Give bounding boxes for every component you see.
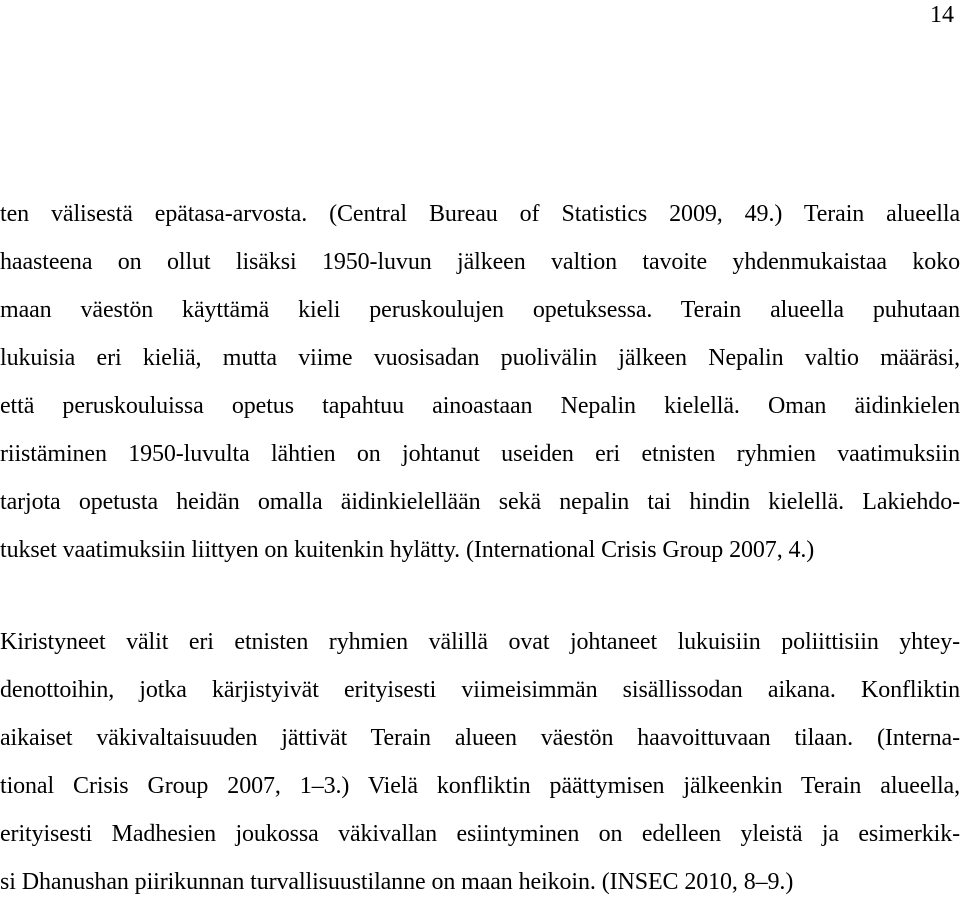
paragraph-2 [0, 618, 960, 906]
text-line: että peruskouluissa opetus tapahtuu ainoastaan Nepalin kielellä. Oman äidinkielen [0, 393, 960, 419]
text-line: Kiristyneet välit eri etnisten ryhmien välillä ovat johtaneet lukuisiin poliittisiin yhtey- [0, 629, 960, 655]
text-line: si Dhanushan piirikunnan turvallisuustilanne on maan heikoin. (INSEC 2010, 8–9.) [0, 869, 794, 895]
text-line: tional Crisis Group 2007, 1–3.) Vielä konfliktin päättymisen jälkeenkin Terain alueella, [0, 773, 960, 799]
page-number: 14 [930, 2, 954, 28]
text-line: lukuisia eri kieliä, mutta viime vuosisadan puolivälin jälkeen Nepalin valtio määräsi, [0, 345, 960, 371]
text-line: denottoihin, jotka kärjistyivät erityisesti viimeisimmän sisällissodan aikana. Konfliktin [0, 677, 960, 703]
text-line: maan väestön käyttämä kieli peruskoulujen opetuksessa. Terain alueella puhutaan [0, 297, 960, 323]
text-line: haasteena on ollut lisäksi 1950-luvun jälkeen valtion tavoite yhdenmukaistaa koko [0, 249, 960, 275]
text-line: tarjota opetusta heidän omalla äidinkielellään sekä nepalin tai hindin kielellä. Lakiehdo- [0, 489, 960, 515]
text-line: erityisesti Madhesien joukossa väkivallan esiintyminen on edelleen yleistä ja esimerkik- [0, 821, 960, 847]
text-line: aikaiset väkivaltaisuuden jättivät Terain alueen väestön haavoittuvaan tilaan. (Interna- [0, 725, 960, 751]
text-line: riistäminen 1950-luvulta lähtien on johtanut useiden eri etnisten ryhmien vaatimuksiin [0, 441, 960, 467]
text-line: tukset vaatimuksiin liittyen on kuitenkin hylätty. (International Crisis Group 2007, 4.) [0, 537, 815, 563]
paragraph-1 [0, 190, 960, 574]
text-line: ten välisestä epätasa-arvosta. (Central Bureau of Statistics 2009, 49.) Terain alueella [0, 201, 960, 227]
